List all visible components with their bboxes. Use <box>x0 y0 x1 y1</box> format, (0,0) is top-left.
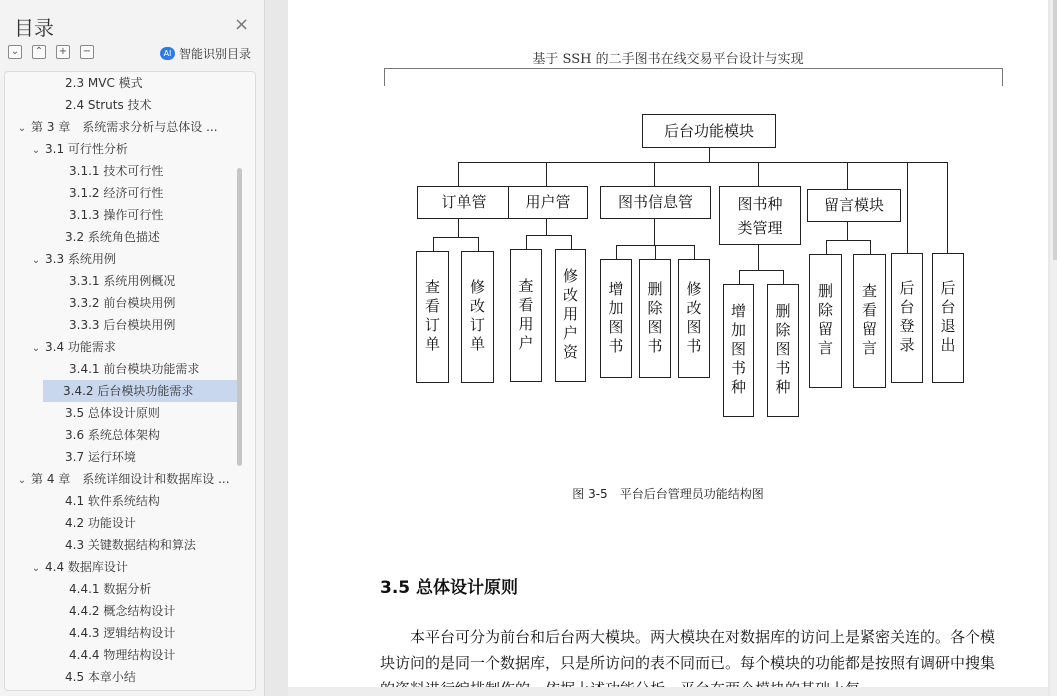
expand-up-icon[interactable]: ⌃ <box>32 45 46 59</box>
toc-item-label: 3.4.2 后台模块功能需求 <box>63 384 194 398</box>
diagram-leaf-node: 查看订单 <box>416 251 449 383</box>
toc-item-label: 4.4.2 概念结构设计 <box>69 604 176 618</box>
chevron-down-icon[interactable]: ⌄ <box>17 123 27 134</box>
diagram-leaf-node: 修改用户资 <box>555 249 586 382</box>
toc-item[interactable] <box>69 292 256 314</box>
connector-line <box>433 237 478 238</box>
close-icon[interactable]: × <box>234 14 250 35</box>
connector-line <box>571 235 572 249</box>
toc-item-label: 3.5 总体设计原则 <box>65 406 160 420</box>
diagram-leaf-node: 查看留言 <box>853 254 886 388</box>
connector-line <box>655 245 656 259</box>
toc-item-label: 4.2 功能设计 <box>65 516 136 530</box>
diagram-leaf-node: 删除图书 <box>639 259 671 378</box>
toc-item-label: 2.3 MVC 模式 <box>65 76 143 90</box>
toc-item[interactable] <box>65 534 256 556</box>
collapse-all-icon[interactable]: ⌄ <box>8 45 22 59</box>
horizontal-scrollbar[interactable] <box>288 687 1048 696</box>
header-rule-right-tick <box>1002 68 1003 86</box>
add-bookmark-icon[interactable]: + <box>56 45 70 59</box>
connector-line <box>870 240 871 254</box>
page-header: 基于 SSH 的二手图书在线交易平台设计与实现 <box>532 52 804 67</box>
connector-line <box>526 235 571 236</box>
diagram-leaf-node: 修改图书 <box>678 259 710 378</box>
connector-line <box>709 148 710 162</box>
toc-item[interactable] <box>69 204 256 226</box>
toc-item[interactable] <box>29 138 256 160</box>
connector-line <box>616 245 617 259</box>
toc-item[interactable] <box>65 226 256 248</box>
connector-line <box>433 237 434 251</box>
toc-item[interactable] <box>65 666 256 688</box>
remove-bookmark-icon[interactable]: − <box>80 45 94 59</box>
toc-item-label: 3.7 运行环境 <box>65 450 136 464</box>
diagram-root-node: 后台功能模块 <box>642 114 776 148</box>
toc-item-label: 3.1.2 经济可行性 <box>69 186 164 200</box>
connector-line <box>947 162 948 253</box>
connector-line <box>907 162 908 253</box>
toc-list <box>4 71 256 691</box>
connector-line <box>458 219 459 237</box>
toc-sidebar <box>0 0 265 696</box>
toc-item[interactable] <box>69 160 256 182</box>
toc-item[interactable] <box>29 556 256 578</box>
toc-item[interactable] <box>65 512 256 534</box>
chevron-down-icon[interactable]: ⌄ <box>31 343 41 354</box>
connector-line <box>758 162 759 186</box>
toc-item[interactable] <box>15 116 245 138</box>
diagram-leaf-node: 修改订单 <box>461 251 494 383</box>
toc-item-label: 3.3 系统用例 <box>45 252 116 266</box>
toc-item-label: 4.4.4 物理结构设计 <box>69 648 176 662</box>
toc-item[interactable] <box>29 248 256 270</box>
ai-icon: AI <box>160 47 175 60</box>
toc-item[interactable] <box>69 358 256 380</box>
diagram-leaf-node: 后台登录 <box>891 253 923 383</box>
connector-line <box>826 240 827 254</box>
connector-line <box>739 270 784 271</box>
toc-item[interactable] <box>69 578 256 600</box>
body-paragraph: 本平台可分为前台和后台两大模块。两大模块在对数据库的访问上是紧密关连的。各个模块访问的是同一个数据库，只是所访问的表不同而已。每个模块的功能都是按照有调研中搜集 <box>380 628 996 672</box>
toc-toolbar <box>8 45 94 59</box>
diagram-leaf-node: 查看用户 <box>510 249 542 382</box>
toc-item-label: 3.4.1 前台模块功能需求 <box>69 362 200 376</box>
toc-item-label: 4.3 关键数据结构和算法 <box>65 538 196 552</box>
connector-line <box>847 222 848 240</box>
connector-line <box>826 240 870 241</box>
toc-item-label: 3.1 可行性分析 <box>45 142 128 156</box>
toc-item[interactable] <box>69 600 256 622</box>
connector-line <box>758 245 759 270</box>
toc-item-label: 4.4.3 逻辑结构设计 <box>69 626 176 640</box>
smart-toc-button[interactable] <box>160 45 251 62</box>
connector-line <box>546 219 547 235</box>
toc-item-label: 4.1 软件系统结构 <box>65 494 160 508</box>
toc-scrollbar[interactable] <box>237 168 242 466</box>
toc-item[interactable] <box>69 644 256 666</box>
diagram-leaf-node: 后台退出 <box>932 253 964 383</box>
toc-item-label: 4.5 本章小结 <box>65 670 136 684</box>
diagram-leaf-node: 增加图书种 <box>723 284 754 417</box>
connector-line <box>478 237 479 251</box>
toc-title: 目录 <box>14 16 54 40</box>
header-rule <box>384 68 1002 69</box>
toc-item[interactable] <box>43 380 239 402</box>
diagram-leaf-node: 删除留言 <box>809 254 842 388</box>
toc-item-label: 2.4 Struts 技术 <box>65 98 152 112</box>
connector-line <box>783 270 784 284</box>
smart-toc-label: 智能识别目录 <box>179 47 252 61</box>
section-heading: 3.5 总体设计原则 <box>380 578 519 598</box>
toc-item-label: 3.2 系统角色描述 <box>65 230 160 244</box>
toc-item[interactable] <box>65 402 256 424</box>
toc-item[interactable] <box>29 336 256 358</box>
toc-item[interactable] <box>65 424 256 446</box>
chevron-down-icon[interactable]: ⌄ <box>31 563 41 574</box>
diagram-leaf-node: 删除图书种 <box>767 284 799 417</box>
toc-item[interactable] <box>69 182 256 204</box>
toc-item-label: 3.4 功能需求 <box>45 340 116 354</box>
diagram-group-node: 用户管 <box>508 186 588 219</box>
toc-item-label: 第 3 章 系统需求分析与总体设 ... <box>31 120 218 134</box>
toc-item-label: 3.1.3 操作可行性 <box>69 208 164 222</box>
toc-item-label: 3.3.3 后台模块用例 <box>69 318 176 332</box>
connector-line <box>739 270 740 284</box>
connector-line <box>847 162 848 189</box>
diagram-group-node: 图书种类管理 <box>719 186 801 245</box>
toc-item-label: 3.6 系统总体架构 <box>65 428 160 442</box>
toc-item-label: 3.3.2 前台模块用例 <box>69 296 176 310</box>
figure-caption: 图 3-5 平台后台管理员功能结构图 <box>572 487 764 501</box>
toc-item[interactable] <box>65 446 256 468</box>
toc-item[interactable] <box>69 314 256 336</box>
toc-item-label: 4.4 数据库设计 <box>45 560 128 574</box>
connector-line <box>654 219 655 245</box>
toc-item[interactable] <box>65 72 256 94</box>
chevron-down-icon[interactable]: ⌄ <box>31 145 41 156</box>
toc-item-label: 3.1.1 技术可行性 <box>69 164 164 178</box>
chevron-down-icon[interactable]: ⌄ <box>31 255 41 266</box>
toc-item-label: 4.4.1 数据分析 <box>69 582 152 596</box>
connector-line <box>458 162 459 186</box>
toc-item[interactable] <box>15 468 245 490</box>
diagram-bus-line <box>458 162 948 163</box>
diagram-group-node: 订单管 <box>417 186 511 219</box>
document-page <box>288 0 1048 696</box>
toc-item[interactable] <box>69 622 256 644</box>
connector-line <box>694 245 695 259</box>
toc-item-label: 3.3.1 系统用例概况 <box>69 274 176 288</box>
toc-item[interactable] <box>65 490 256 512</box>
diagram-leaf-node: 增加图书 <box>600 259 632 378</box>
toc-item[interactable] <box>69 270 256 292</box>
toc-item[interactable] <box>65 94 256 116</box>
connector-line <box>654 162 655 186</box>
diagram-group-node: 留言模块 <box>807 189 901 222</box>
connector-line <box>546 162 547 186</box>
vertical-scrollbar-thumb[interactable] <box>1053 0 1057 260</box>
header-rule-left-tick <box>384 68 385 86</box>
diagram-group-node: 图书信息管 <box>600 186 711 219</box>
toc-item-label: 第 4 章 系统详细设计和数据库设 ... <box>31 472 230 486</box>
chevron-down-icon[interactable]: ⌄ <box>17 475 27 486</box>
connector-line <box>526 235 527 249</box>
